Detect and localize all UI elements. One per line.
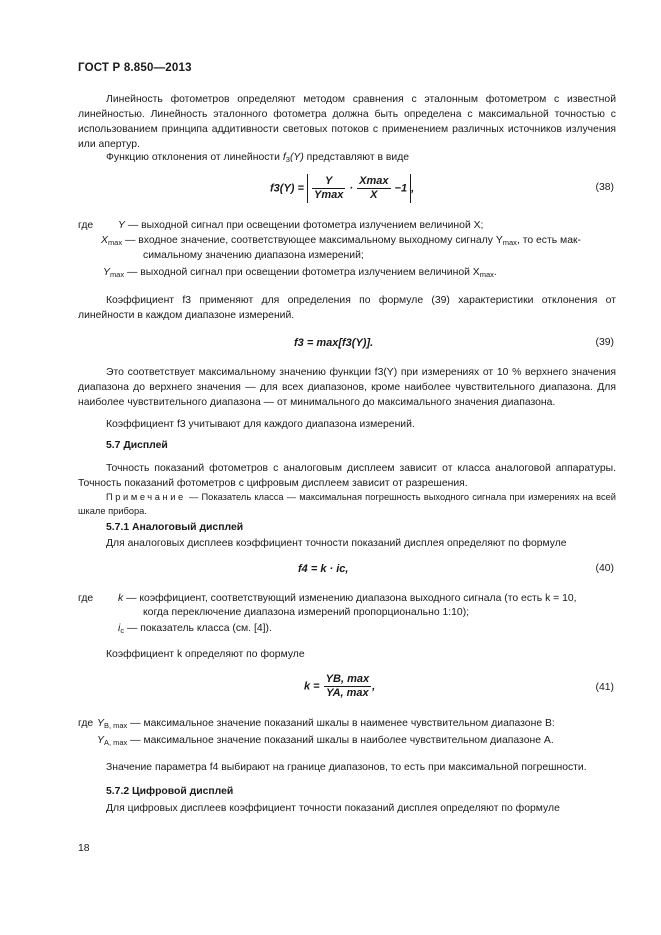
eq41-frac: $\frac{YB, \max}{YA, \max}$ bbox=[325, 673, 370, 699]
section-5-7-1-heading: 5.7.1 Аналоговый дисплей bbox=[106, 522, 244, 533]
def-k-cont: когда переключение диапазона измерений пропорционально 1:10); bbox=[143, 607, 470, 618]
equation-41-number: (41) bbox=[595, 682, 614, 693]
def-yb-max: $Y_{B, max}$ — максимальное значение показаний шкалы в наименее чувствительном диапазоне B: bbox=[97, 718, 555, 730]
equation-38: f3(Y) = $\frac{Y}{Ymax}$ · $\frac{Xmax}{X}$ −1 , bbox=[270, 175, 415, 201]
def-xmax: $X_{max}$ — входное значение, соответствующее максимальному выходному сигналу $Y_{max}$, то есть мак- bbox=[101, 235, 581, 247]
def-ic: $i_c$ — показатель класса (см. [4]). bbox=[118, 623, 272, 635]
where-label-2: где bbox=[78, 593, 94, 604]
section-5-7-heading: 5.7 Дисплей bbox=[106, 440, 168, 451]
eq38-frac2: $\frac{Xmax}{X}$ bbox=[359, 175, 389, 201]
page-number: 18 bbox=[78, 843, 90, 854]
def-ya-max: $Y_{A, max}$ — максимальное значение показаний шкалы в наиболее чувствительном диапазоне A. bbox=[97, 735, 554, 747]
equation-41: k = $\frac{YB, \max}{YA, \max}$ , bbox=[304, 673, 376, 699]
equation-40: f4 = k · ic, bbox=[298, 563, 349, 575]
equation-39-number: (39) bbox=[595, 337, 614, 348]
section-5-7-2-heading: 5.7.2 Цифровой дисплей bbox=[106, 786, 234, 797]
paragraph-linearity: Линейность фотометров определяют методом сравнения с эталонным фотометром с известной линейностью. Линейность эталонного фотометра должна быть определена с максимальной точностью с использованием принципа аддитивности световых потоков с применением различных источников излучения или апертур. bbox=[78, 94, 616, 150]
where-label-3: где bbox=[78, 718, 94, 729]
paragraph-function-intro: Функцию отклонения от линейности $f_3(Y)$ представляют в виде bbox=[106, 152, 410, 164]
eq38-frac1: $\frac{Y}{Ymax}$ bbox=[314, 175, 344, 201]
def-ymax: $Y_{max}$ — выходной сигнал при освещении фотометра излучением величиной $X_{max}$. bbox=[103, 267, 497, 279]
eq38-abs: $\frac{Y}{Ymax}$ · $\frac{Xmax}{X}$ −1 bbox=[307, 174, 411, 203]
def-k: k — коэффициент, соответствующий изменению диапазона выходного сигнала (то есть k = 10, bbox=[118, 593, 577, 604]
paragraph-display-accuracy: Точность показаний фотометров с аналоговым дисплеем зависит от класса аналоговой аппаратуры. Точность показаний фотометров с цифровым дисплеем зависит от разрешения. bbox=[78, 463, 616, 489]
page-header-standard: ГОСТ Р 8.850—2013 bbox=[78, 62, 192, 74]
paragraph-f3-each-range: Коэффициент f3 учитывают для каждого диапазона измерений. bbox=[106, 419, 415, 430]
paragraph-f4-choice: Значение параметра f4 выбирают на границе диапазонов, то есть при максимальной погрешности. bbox=[106, 762, 587, 773]
eq38-lhs: f3(Y) = bbox=[270, 182, 304, 195]
where-label-1: где bbox=[78, 220, 94, 231]
paragraph-max-value: Это соответствует максимальному значению функции f3(Y) при измерениях от 10 % верхнего значения диапазона до верхнего значения — для всех диапазонов, кроме наиболее чувствительного диапазона. Для наиболее чувствительного диапазона — от минимального до максимального значения диапазона. bbox=[78, 367, 616, 408]
note-class-index: Примечание — Показатель класса — максимальная погрешность выходного сигнала при измерениях на всей шкале прибора. bbox=[78, 492, 616, 516]
paragraph-analog-formula-intro: Для аналоговых дисплеев коэффициент точности показаний дисплея определяют по формуле bbox=[106, 538, 567, 549]
equation-38-number: (38) bbox=[595, 182, 614, 193]
equation-39: f3 = max[f3(Y)]. bbox=[294, 337, 374, 349]
paragraph-f3-usage: Коэффициент f3 применяют для определения по формуле (39) характеристики отклонения от линейности в каждом диапазоне измерений. bbox=[78, 295, 616, 321]
paragraph-k-formula-intro: Коэффициент k определяют по формуле bbox=[106, 649, 305, 660]
def-xmax-cont: симальному значению диапазона измерений; bbox=[143, 250, 364, 261]
paragraph-digital-formula-intro: Для цифровых дисплеев коэффициент точности показаний дисплея определяют по формуле bbox=[106, 803, 560, 814]
equation-40-number: (40) bbox=[595, 563, 614, 574]
def-y: Y — выходной сигнал при освещении фотометра излучением величиной X; bbox=[118, 220, 484, 231]
